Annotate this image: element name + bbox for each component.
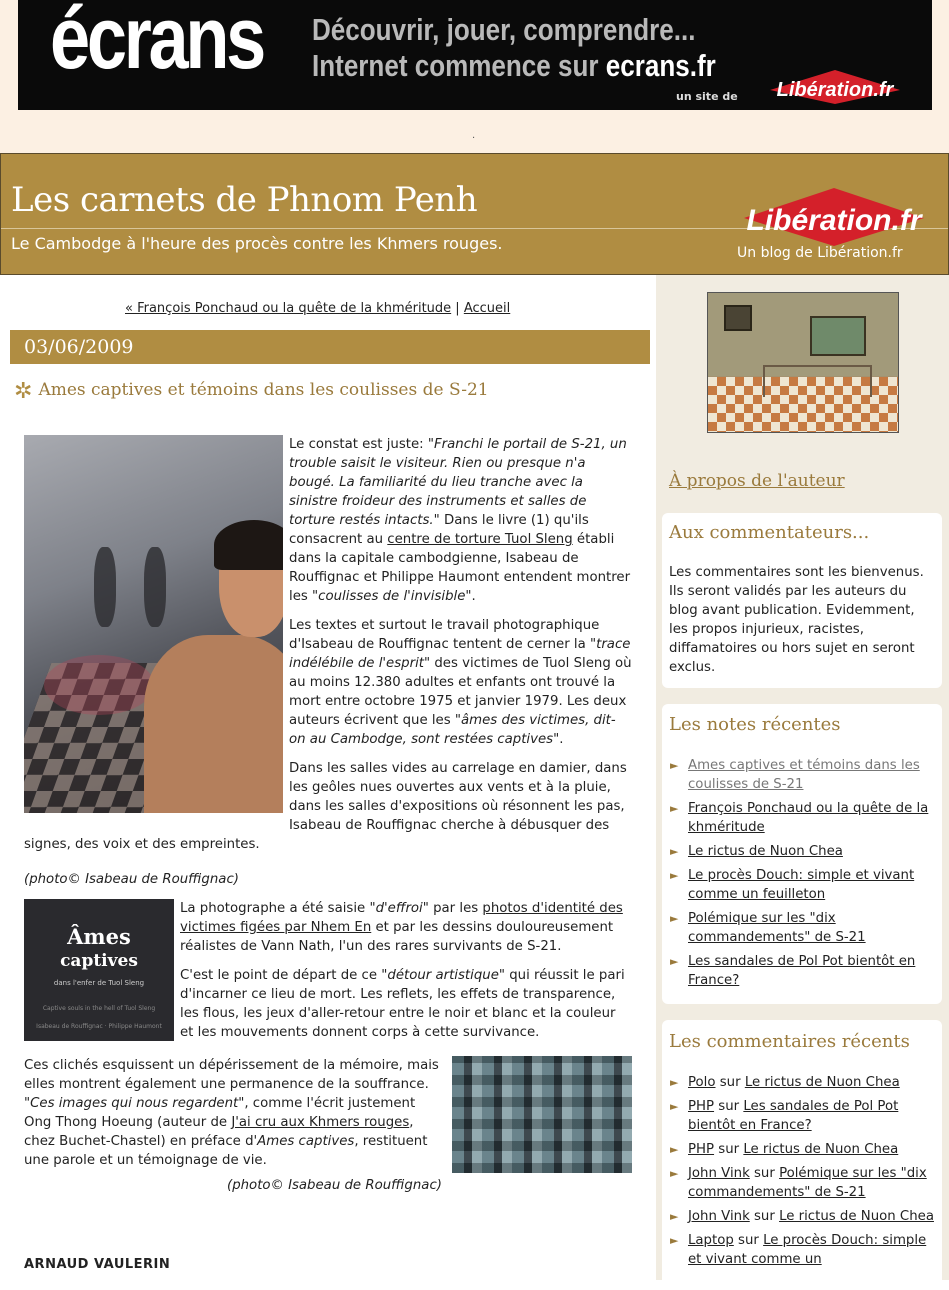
id-photos-mosaic bbox=[452, 1056, 632, 1173]
ad-site-of: un site de bbox=[676, 90, 738, 103]
arrow-icon: ► bbox=[670, 759, 679, 772]
main-column bbox=[0, 275, 656, 1280]
recent-notes-title: Les notes récentes bbox=[669, 714, 841, 735]
book-authors: Isabeau de Rouffignac · Philippe Haumont bbox=[36, 1023, 162, 1030]
list-item bbox=[669, 1073, 939, 1092]
photo-caption-1: (photo© Isabeau de Rouffignac) bbox=[24, 872, 239, 887]
arrow-icon: ► bbox=[670, 1210, 679, 1223]
arrow-icon: ► bbox=[670, 1143, 679, 1156]
p5-quote: "détour artistique" bbox=[381, 968, 505, 983]
arrow-icon: ► bbox=[670, 955, 679, 968]
ad-zone bbox=[0, 0, 949, 153]
list-item bbox=[669, 1231, 939, 1269]
comment-post-link[interactable]: Le rictus de Nuon Chea bbox=[779, 1209, 934, 1224]
list-item bbox=[669, 1140, 939, 1159]
sidebar-photo-frame bbox=[724, 305, 752, 331]
list-item bbox=[669, 799, 939, 837]
book-link[interactable]: J'ai cru aux Khmers rouges bbox=[231, 1115, 410, 1130]
recent-notes-box bbox=[662, 704, 942, 1004]
p6-book-title: Ames captives bbox=[257, 1134, 355, 1149]
about-author-link[interactable]: À propos de l'auteur bbox=[669, 471, 845, 491]
recent-note-link[interactable]: Le rictus de Nuon Chea bbox=[688, 844, 843, 859]
photo-child-body bbox=[144, 635, 283, 813]
recent-note-link[interactable]: Le procès Douch: simple et vivant comme un feuilleton bbox=[688, 868, 915, 902]
p1-text-b: Dans le livre (1) qu'ils consacrent au bbox=[289, 513, 589, 547]
photo-child-hair bbox=[214, 520, 283, 570]
p6-text-d: , restituent une parole et un témoignage de vie. bbox=[24, 1134, 428, 1168]
ad-tagline-2-prefix: Internet commence sur bbox=[312, 48, 606, 83]
sidebar bbox=[656, 275, 949, 1280]
nhem-en-photos-link[interactable]: photos d'identité des victimes figées par Nhem En bbox=[180, 901, 623, 935]
comment-joiner: sur bbox=[719, 1075, 741, 1090]
p2-quote: "trace indélébile de l'esprit" bbox=[289, 637, 631, 671]
post-author: ARNAUD VAULERIN bbox=[24, 1257, 171, 1272]
paragraph-3: Dans les salles vides au carrelage en damier, dans les geôles nues ouvertes aux vents et à la pluie, dans les salles d'expositions où résonnent les pas, Isabeau de Rouffignac cherche à débusquer des signes, des voix et des empreintes. bbox=[24, 761, 627, 852]
photo-glow bbox=[44, 655, 154, 715]
recent-note-link[interactable]: Les sandales de Pol Pot bientôt en France? bbox=[688, 954, 916, 988]
book-english-title: Captive souls in the hell of Tuol Sleng bbox=[42, 1005, 156, 1012]
ad-brand-text: Libération.fr bbox=[776, 79, 894, 101]
p1-quote: "Franchi le portail de S-21, un trouble saisit le visiteur. Rien ou presque n'a bougé. La familiarité du lieu tranche avec la sinistre froideur des instruments et salles de torture restés intacts." bbox=[289, 437, 627, 528]
recent-note-link[interactable]: François Ponchaud ou la quête de la khméritude bbox=[688, 801, 929, 835]
comment-author-link[interactable]: Polo bbox=[688, 1075, 716, 1090]
blog-of-liberation: Un blog de Libération.fr bbox=[737, 245, 903, 261]
comment-author-link[interactable]: PHP bbox=[688, 1099, 715, 1114]
p4-quote: "d'effroi" bbox=[369, 901, 429, 916]
comment-author-link[interactable]: Laptop bbox=[688, 1233, 734, 1248]
blog-banner bbox=[0, 153, 949, 275]
arrow-icon: ► bbox=[670, 1076, 679, 1089]
recent-notes-list bbox=[669, 756, 939, 995]
p4-text-b: par les bbox=[428, 901, 483, 916]
nav-separator: | bbox=[455, 301, 460, 316]
p6-text: Ces clichés esquissent un dépérissement de la mémoire, mais elles montrent également une permanence de la souffrance. bbox=[24, 1058, 439, 1092]
p2-text-c: . bbox=[559, 732, 564, 747]
p4-text: La photographe a été saisie bbox=[180, 901, 370, 916]
list-item bbox=[669, 756, 939, 794]
date-bar bbox=[10, 330, 650, 364]
comment-joiner: sur bbox=[738, 1233, 759, 1248]
blog-subtitle: Le Cambodge à l'heure des procès contre les Khmers rouges. bbox=[11, 234, 503, 253]
comment-post-link[interactable]: Le procès Douch: simple et vivant comme un bbox=[688, 1233, 927, 1267]
ad-dot: . bbox=[472, 130, 476, 141]
list-item bbox=[669, 952, 939, 990]
book-title-1: Âmes bbox=[67, 924, 131, 949]
comment-post-link[interactable]: Le rictus de Nuon Chea bbox=[744, 1075, 900, 1090]
sidebar-photo bbox=[707, 292, 899, 433]
post-date: 03/06/2009 bbox=[24, 336, 134, 358]
recent-note-link[interactable]: Ames captives et témoins dans les coulisses de S-21 bbox=[688, 758, 920, 792]
p6-text-c: , chez Buchet-Chastel) en préface d' bbox=[24, 1115, 414, 1149]
tuol-sleng-link[interactable]: centre de torture Tuol Sleng bbox=[387, 532, 573, 547]
post-title-text[interactable]: Ames captives et témoins dans les coulisses de S-21 bbox=[38, 380, 489, 400]
home-link[interactable]: Accueil bbox=[463, 301, 511, 316]
list-item bbox=[669, 1207, 939, 1226]
p6-quote: "Ces images qui nous regardent" bbox=[24, 1096, 245, 1111]
arrow-icon: ► bbox=[670, 1167, 679, 1180]
list-item bbox=[669, 1164, 939, 1202]
p1-text-c: établi dans la capitale cambodgienne, Isabeau de Rouffignac et Philippe Haumont entendent montrer les bbox=[289, 532, 631, 604]
list-item bbox=[669, 866, 939, 904]
sidebar-photo-window bbox=[810, 316, 866, 356]
post-navigation bbox=[125, 301, 510, 316]
p1-text: Le constat est juste: bbox=[289, 437, 428, 452]
recent-comments-box bbox=[662, 1020, 942, 1290]
photo-caption-2: (photo© Isabeau de Rouffignac) bbox=[227, 1178, 442, 1193]
liberation-logo-icon[interactable] bbox=[739, 180, 929, 250]
s21-photo bbox=[24, 435, 283, 813]
arrow-icon: ► bbox=[670, 845, 679, 858]
p2-quote-2: "âmes des victimes, dit-on au Cambodge, sont restées captives" bbox=[289, 713, 616, 747]
ad-tagline-1: Découvrir, jouer, comprendre... bbox=[312, 12, 696, 47]
comment-author-link[interactable]: PHP bbox=[688, 1142, 715, 1157]
recent-comments-list bbox=[669, 1073, 939, 1274]
list-item bbox=[669, 842, 939, 861]
liberation-logo-icon bbox=[760, 68, 910, 106]
p5-text-b: qui réussit le pari d'incarner ce lieu de mort. Les reflets, les effets de transparence, les flous, les jeux d'aller-retour entre le noir et blanc et la couleur et les mouvements donnent corps à cette survivance. bbox=[180, 968, 625, 1040]
photo-figure bbox=[94, 547, 116, 627]
comment-joiner: sur bbox=[718, 1142, 740, 1157]
comment-author-link[interactable]: John Vink bbox=[688, 1209, 750, 1224]
list-item bbox=[669, 909, 939, 947]
list-item bbox=[669, 1097, 939, 1135]
book-cover bbox=[24, 899, 174, 1041]
comment-author-link[interactable]: John Vink bbox=[688, 1166, 750, 1181]
p4-text-c: et par les dessins douloureusement réalistes de Vann Nath, l'un des rares survivants de S-21. bbox=[180, 920, 614, 954]
commenters-text: Les commentaires sont les bienvenus. Ils seront validés par les auteurs du blog avant publication. Evidemment, les propos injurieux, racistes, diffamatoires ou hors sujet en seront exclus. bbox=[669, 565, 924, 675]
book-title-2: captives bbox=[60, 951, 138, 971]
arrow-icon: ► bbox=[670, 1100, 679, 1113]
comment-joiner: sur bbox=[754, 1166, 775, 1181]
p2-text-b: des victimes de Tuol Sleng où au moins 12.380 adultes et enfants ont trouvé la mort entre octobre 1975 et janvier 1979. Les deux auteurs écrivent que les bbox=[289, 656, 632, 728]
arrow-icon: ► bbox=[670, 869, 679, 882]
comment-joiner: sur bbox=[718, 1099, 740, 1114]
ad-site-name: ecrans.fr bbox=[605, 48, 716, 83]
comment-post-link[interactable]: Le rictus de Nuon Chea bbox=[743, 1142, 899, 1157]
post-title[interactable] bbox=[14, 379, 489, 404]
comment-joiner: sur bbox=[754, 1209, 775, 1224]
commenters-box bbox=[662, 513, 942, 688]
asterisk-icon: ✲ bbox=[14, 379, 33, 404]
comment-post-link[interactable]: Polémique sur les "dix commandements" de S-21 bbox=[688, 1166, 927, 1200]
blog-title[interactable]: Les carnets de Phnom Penh bbox=[11, 180, 478, 220]
banner-logo-text: Libération.fr bbox=[746, 204, 922, 237]
p6-text-b: , comme l'écrit justement Ong Thong Hoeung (auteur de bbox=[24, 1096, 416, 1130]
arrow-icon: ► bbox=[670, 802, 679, 815]
post-body bbox=[24, 435, 632, 1205]
sidebar-photo-bed bbox=[763, 365, 872, 397]
photo-figure bbox=[144, 547, 166, 627]
commenters-title: Aux commentateurs... bbox=[669, 522, 870, 543]
book-subtitle: dans l'enfer de Tuol Sleng bbox=[53, 979, 145, 987]
prev-post-link[interactable]: « François Ponchaud ou la quête de la khméritude bbox=[125, 301, 452, 316]
ecrans-ad-banner[interactable] bbox=[18, 0, 932, 110]
recent-note-link[interactable]: Polémique sur les "dix commandements" de S-21 bbox=[688, 911, 866, 945]
ad-tagline-2 bbox=[312, 48, 716, 84]
comment-post-link[interactable]: Les sandales de Pol Pot bientôt en France? bbox=[688, 1099, 899, 1133]
p1-quote-2: "coulisses de l'invisible" bbox=[312, 589, 472, 604]
p1-text-d: . bbox=[471, 589, 476, 604]
ecrans-logo: écrans bbox=[50, 0, 264, 87]
recent-comments-title: Les commentaires récents bbox=[669, 1031, 910, 1052]
p5-text: C'est le point de départ de ce bbox=[180, 968, 382, 983]
arrow-icon: ► bbox=[670, 1234, 679, 1247]
arrow-icon: ► bbox=[670, 912, 679, 925]
p2-text: Les textes et surtout le travail photographique d'Isabeau de Rouffignac tentent de cerner la bbox=[289, 618, 600, 652]
